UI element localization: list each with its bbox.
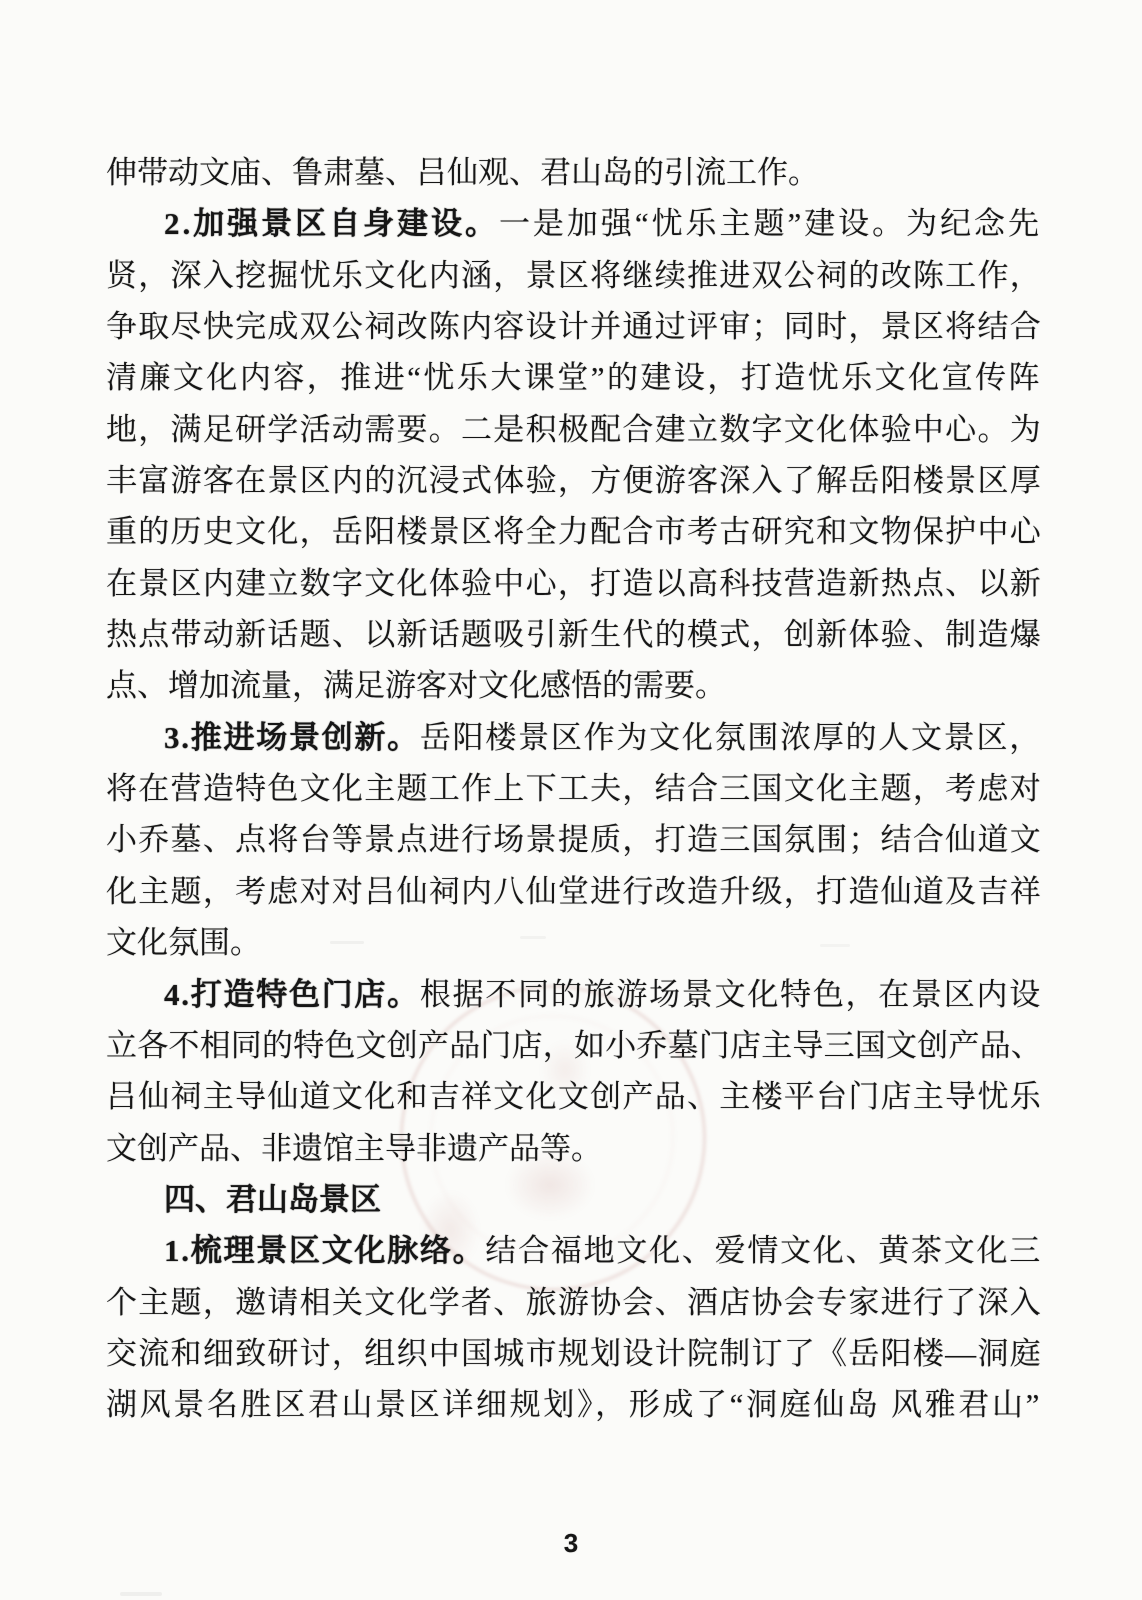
text-line-content bbox=[106, 917, 261, 968]
text-line-content bbox=[106, 506, 1042, 557]
text-line bbox=[106, 609, 1042, 660]
text-segment: 一是加强“忧乐主题”建设。为纪念先 bbox=[498, 206, 1042, 242]
text-segment: 立各不相同的特色文创产品门店，如小乔墓门店主导三国文创产品、 bbox=[106, 1027, 1042, 1063]
heading-segment: 3.推进场景创新。 bbox=[164, 719, 420, 755]
text-segment: 结合福地文化、爱情文化、黄茶文化三 bbox=[485, 1233, 1043, 1269]
text-line bbox=[106, 250, 1042, 301]
text-line-content bbox=[106, 1379, 1042, 1430]
text-line bbox=[106, 455, 1042, 506]
text-line-content bbox=[106, 1071, 1042, 1122]
text-line-content bbox=[106, 147, 819, 198]
text-line-content bbox=[106, 1277, 1042, 1328]
text-segment: 吕仙祠主导仙道文化和吉祥文化文创产品、主楼平台门店主导忧乐 bbox=[106, 1079, 1042, 1115]
text-line-content bbox=[106, 660, 726, 711]
text-line bbox=[106, 301, 1042, 352]
text-line-content bbox=[106, 404, 1042, 455]
text-line bbox=[106, 198, 1042, 249]
text-line bbox=[106, 814, 1042, 865]
text-segment: 在景区内建立数字文化体验中心，打造以高科技营造新热点、以新 bbox=[106, 565, 1042, 601]
text-line bbox=[106, 660, 1042, 711]
text-line-content bbox=[106, 301, 1042, 352]
text-segment: 争取尽快完成双公祠改陈内容设计并通过评审；同时，景区将结合 bbox=[106, 309, 1042, 345]
text-segment: 个主题，邀请相关文化学者、旅游协会、酒店协会专家进行了深入 bbox=[106, 1284, 1042, 1320]
text-segment: 贤，深入挖掘忧乐文化内涵，景区将继续推进双公祠的改陈工作， bbox=[106, 257, 1042, 293]
text-line-content bbox=[106, 455, 1042, 506]
scan-speck bbox=[120, 1592, 162, 1596]
text-line-content bbox=[164, 969, 1042, 1020]
text-line bbox=[106, 917, 1042, 968]
text-line bbox=[106, 147, 1042, 198]
text-line-content bbox=[106, 763, 1042, 814]
text-segment: 小乔墓、点将台等景点进行场景提质，打造三国氛围；结合仙道文 bbox=[106, 822, 1042, 858]
document-body bbox=[106, 147, 1042, 1431]
text-line bbox=[106, 404, 1042, 455]
text-line bbox=[106, 969, 1042, 1020]
text-segment: 化主题，考虑对对吕仙祠内八仙堂进行改造升级，打造仙道及吉祥 bbox=[106, 873, 1042, 909]
text-line-content bbox=[164, 1174, 381, 1225]
text-segment: 湖风景名胜区君山景区详细规划》，形成了“洞庭仙岛 风雅君山” bbox=[106, 1387, 1042, 1423]
text-segment: 交流和细致研讨，组织中国城市规划设计院制订了《岳阳楼—洞庭 bbox=[106, 1335, 1042, 1371]
text-line bbox=[106, 1020, 1042, 1071]
text-segment: 点、增加流量，满足游客对文化感悟的需要。 bbox=[106, 668, 726, 704]
text-segment: 重的历史文化，岳阳楼景区将全力配合市考古研究和文物保护中心 bbox=[106, 514, 1042, 550]
text-segment: 文化氛围。 bbox=[106, 925, 261, 961]
text-line-content bbox=[106, 1328, 1042, 1379]
text-line bbox=[106, 712, 1042, 763]
text-line-content bbox=[106, 1020, 1042, 1071]
text-line-content bbox=[106, 1123, 602, 1174]
text-line bbox=[106, 506, 1042, 557]
text-line bbox=[106, 763, 1042, 814]
text-line bbox=[106, 1225, 1042, 1276]
text-line-content bbox=[164, 198, 1042, 249]
text-segment: 丰富游客在景区内的沉浸式体验，方便游客深入了解岳阳楼景区厚 bbox=[106, 463, 1042, 499]
text-line-content bbox=[106, 250, 1042, 301]
text-segment: 岳阳楼景区作为文化氛围浓厚的人文景区， bbox=[419, 719, 1042, 755]
text-line bbox=[106, 866, 1042, 917]
text-line-content bbox=[164, 712, 1042, 763]
text-line bbox=[106, 1071, 1042, 1122]
text-segment: 地，满足研学活动需要。二是积极配合建立数字文化体验中心。为 bbox=[106, 411, 1042, 447]
text-line-content bbox=[106, 558, 1042, 609]
text-line bbox=[106, 352, 1042, 403]
text-line bbox=[106, 558, 1042, 609]
text-segment: 文创产品、非遗馆主导非遗产品等。 bbox=[106, 1130, 602, 1166]
text-line-content bbox=[164, 1225, 1042, 1276]
text-segment: 热点带动新话题、以新话题吸引新生代的模式，创新体验、制造爆 bbox=[106, 617, 1042, 653]
text-segment: 清廉文化内容，推进“忧乐大课堂”的建设，打造忧乐文化宣传阵 bbox=[106, 360, 1042, 396]
text-line-content bbox=[106, 609, 1042, 660]
page-number: 3 bbox=[563, 1528, 579, 1558]
text-segment: 伸带动文庙、鲁肃墓、吕仙观、君山岛的引流工作。 bbox=[106, 155, 819, 190]
text-line bbox=[106, 1174, 1042, 1225]
text-line-content bbox=[106, 814, 1042, 865]
heading-segment: 2.加强景区自身建设。 bbox=[164, 206, 499, 242]
text-line-content bbox=[106, 866, 1042, 917]
heading-segment: 四、君山岛景区 bbox=[164, 1181, 381, 1217]
heading-segment: 1.梳理景区文化脉络。 bbox=[164, 1233, 486, 1269]
text-line-content bbox=[106, 352, 1042, 403]
text-line bbox=[106, 1277, 1042, 1328]
text-line bbox=[106, 1328, 1042, 1379]
text-line bbox=[106, 1123, 1042, 1174]
text-segment: 根据不同的旅游场景文化特色，在景区内设 bbox=[419, 976, 1042, 1012]
text-segment: 将在营造特色文化主题工作上下工夫，结合三国文化主题，考虑对 bbox=[106, 771, 1042, 807]
heading-segment: 4.打造特色门店。 bbox=[164, 976, 420, 1012]
text-line bbox=[106, 1379, 1042, 1430]
